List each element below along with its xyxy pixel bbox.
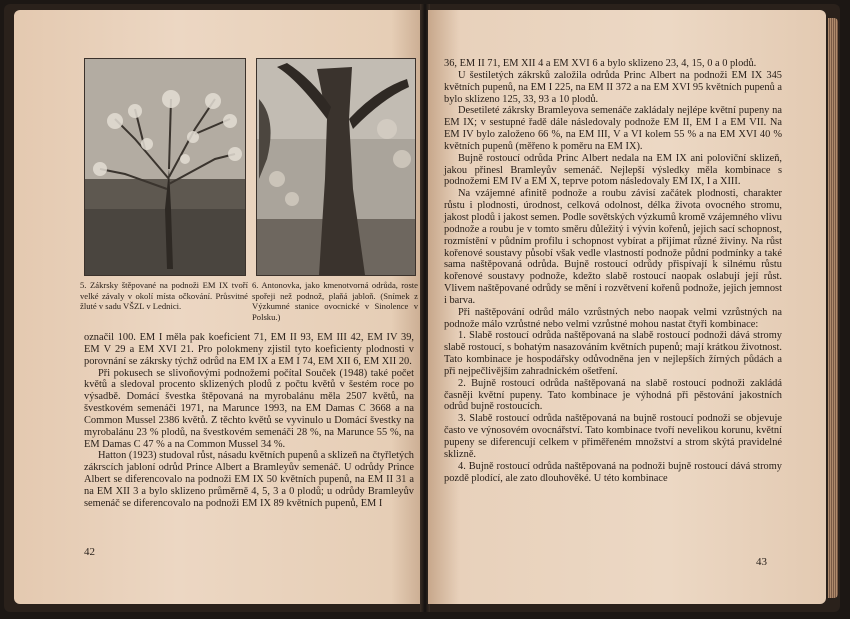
paragraph: Na vzájemné afinitě podnože a roubu závisí začátek plodnosti, charakter růstu i plodnosti, úrodnost, celková odolnost, délka života ovocného stromu, jakost plodů i jakost semen. Podle sovětských výzkumů kromě vzájemného vlivu podnože a roubu je v tomto směru důležitý i vývin kořenů, jejich sací schopnost, rozmístění v půdním profilu i schopnost vybírat a přijímat různé živiny. Na růst kořenové soustavy působí však vedle vlastností podnože půdní podmínky a také sama naštěpovaná odrůda. Bujně rostoucí odrůdy přispívají k silnému růstu kořenové soustavy podnože, kdežto slabě rostoucí naopak oslabují její růst. Vlivem naštěpované odrůdy se mění i rozvětvení kořenů podnože, jejich jemnost i barva. bbox=[444, 188, 782, 306]
list-item: 4. Bujně rostoucí odrůda naštěpovaná na podnoži bujně rostoucí dává stromy pozdě plodící, ale zato dlouhověké. U této kombinace bbox=[444, 460, 782, 484]
paragraph: Bujně rostoucí odrůda Princ Albert nedala na EM IX ani poloviční sklizeň, jakou přinesl Bramleyův semenáč. Nejlepší výsledky měla kombinace s podnožemi EM IV a EM X, teprve potom následovaly EM IX, I a XIII. bbox=[444, 152, 782, 188]
tree-photo-2 bbox=[257, 59, 415, 275]
paragraph: Hatton (1923) studoval růst, násadu květních pupenů a sklizeň na čtyřletých zákrscích jabloní odrůd Prince Albert a Bramleyův semenáč. U odrůdy Prince Albert se diferencovalo na podnoži EM IX 50 květních pupenů, na EM II 31 a na EM XII 3 a bylo sklizeno průměrně 4, 5, 3 a 0 plodů; u odrůdy Bramleyův semenáč se diferencovalo na podnoži EM IX 89 květních pupenů, EM I bbox=[84, 450, 414, 509]
page-number-right: 43 bbox=[756, 556, 767, 568]
list-item: 3. Slabě rostoucí odrůda naštěpovaná na bujně rostoucí podnoži se objevuje často ve výnosovém ovocnářství. Tato kombinace tvoří nevelikou korunu, květní pupeny se diferencují celkem v přiměřeném množství a strom skýtá pravidelné sklizně. bbox=[444, 413, 782, 460]
right-page-text bbox=[444, 58, 782, 484]
paragraph: 36, EM II 71, EM XII 4 a EM XVI 6 a bylo sklizeno 23, 4, 15, 0 a 0 plodů. bbox=[444, 58, 757, 69]
paragraph: Při pokusech se slivoňovými podnožemi počítal Souček (1948) také počet květů a sledoval procento sklizených plodů z počtu květů v šestém roce po výsadbě. Domácí švestka štěpovaná na myrobalánu měla 2507 květů, na švestkovém semenáči 1971, na Marunce 1993, na EM Damas C 3668 a na Common Mussel 2386 květů. Z těchto květů se vyvinulo u Domácí švestky na myrobalánu 23 % plodů, na švestkovém semenáči 28 %, na Marunce 55 %, na EM Damas C 47 % a na Common Mussel 34 %. bbox=[84, 367, 414, 450]
left-page bbox=[14, 10, 424, 604]
list-item: 1. Slabě rostoucí odrůda naštěpovaná na slabě rostoucí podnoži dává stromy slabě rostoucí, s bohatým nasazováním květních pupenů; mají krátkou životnost. Tato kombinace je hospodářsky odůvodněna jen v nejlepších žírných půdách a při nejpečlivějším zahradnickém ošetření. bbox=[444, 330, 782, 377]
tree-photo-1 bbox=[85, 59, 245, 275]
figure-6-caption: 6. Antonovka, jako kmenotvorná odrůda, roste spořeji než podnož, plaňá jabloň. (Snímek z Výzkumné stanice ovocnické v Sinolence v Polsku.) bbox=[252, 280, 418, 322]
paragraph: Desetileté zákrsky Bramleyova semenáče zakládaly nejlépe květní pupeny na EM IX; v sestupné řadě dále následovaly podnože EM II, EM I a EM VII. Na EM IV bylo založeno 66 %, na EM III, V a VI kolem 55 % a na EM XVI 40 % květních pupenů (měřeno k poměru na EM IX). bbox=[444, 105, 782, 152]
book-spread bbox=[4, 4, 840, 612]
page-edges bbox=[828, 18, 838, 598]
paragraph: označil 100. EM I měla pak koeficient 71, EM II 93, EM III 42, EM IV 39, EM V 29 a EM XVI 21. Pro polokmeny zjistil tyto koeficienty plodnosti v porovnání se zákrsky týchž odrůd na EM IX a EM I 74, EM XII 6, EM XII 20. bbox=[84, 332, 414, 367]
figure-6-photo bbox=[256, 58, 416, 276]
paragraph: U šestiletých zákrsků založila odrůda Princ Albert na podnoži EM IX 345 květních pupenů, na EM I 225, na EM II 372 a na EM XVI 95 květních pupenů a bylo sklizeno 125, 33, 93 a 10 plodů. bbox=[444, 69, 782, 105]
left-page-text bbox=[84, 332, 414, 510]
figure-5-photo bbox=[84, 58, 246, 276]
figure-5-caption: 5. Zákrsky štěpované na podnoži EM IX tvoří velké závaly v okolí místa očkování. Průsvitné žluté v sadu VŠZL v Lednici. bbox=[80, 280, 248, 312]
page-number-left: 42 bbox=[84, 546, 95, 558]
list-item: 2. Bujně rostoucí odrůda naštěpovaná na slabě rostoucí podnoži zakládá časněji květní pupeny. Tato kombinace je výhodná při pěstování jakostních odrůd bujně rostoucích. bbox=[444, 377, 782, 413]
paragraph: Při naštěpování odrůd málo vzrůstných nebo naopak velmi vzrůstných na podnože málo vzrůstné nebo velmi vzrůstné mohou nastat čtyři kombinace: bbox=[444, 306, 782, 330]
right-page bbox=[428, 10, 826, 604]
